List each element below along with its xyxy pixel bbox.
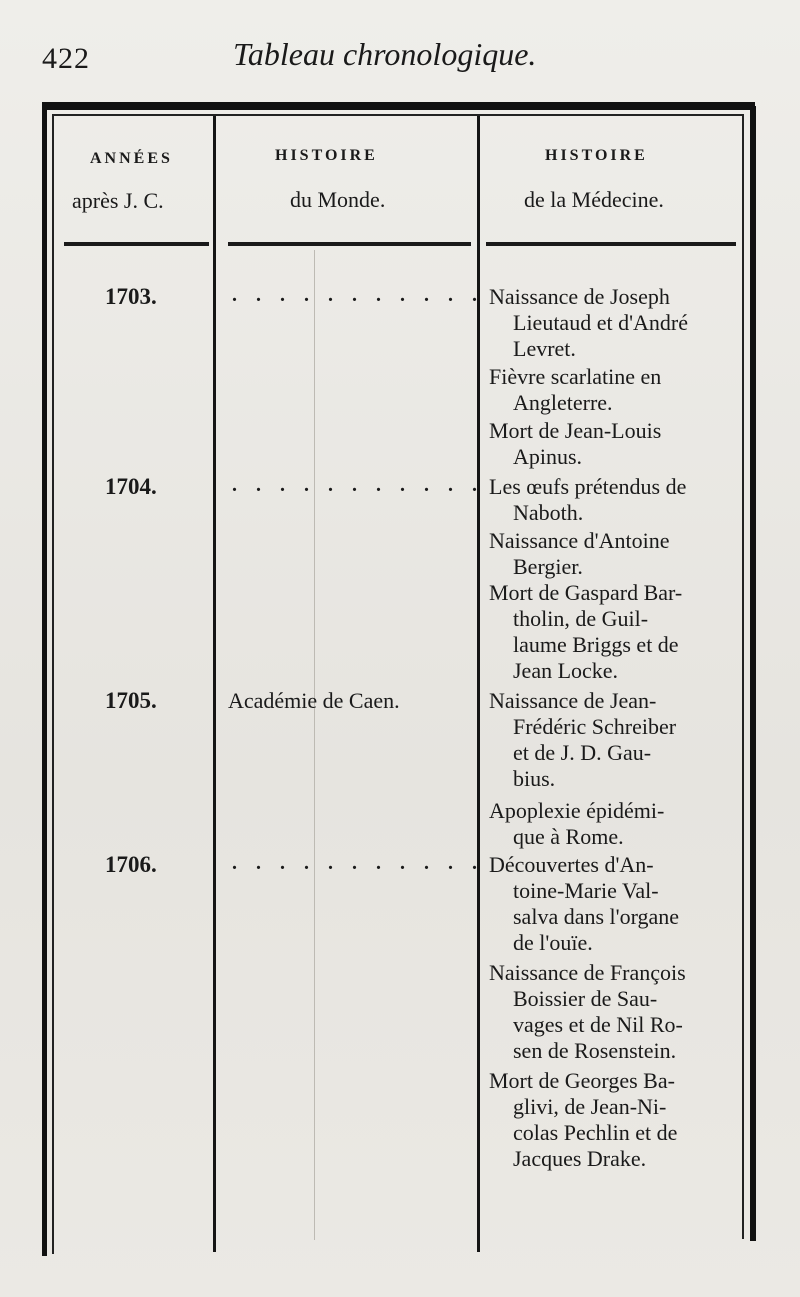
header-apres-jc: après J. C. (72, 188, 164, 213)
header-histoire-monde: HISTOIRE (275, 147, 378, 164)
entry-line: que à Rome. (513, 824, 624, 849)
entry-line: sen de Rosenstein. (513, 1038, 677, 1063)
entry-line: Naissance de Jean- (489, 688, 657, 713)
header-rule-medecine (486, 242, 736, 246)
entry-line: Mort de Gaspard Bar- (489, 580, 683, 605)
table-frame-left (42, 106, 47, 1256)
running-title: Tableau chronologique. (233, 36, 537, 72)
year-1704: 1704. (105, 474, 157, 499)
entry-line: Apoplexie épidémi- (489, 798, 665, 823)
entry-line: toine-Marie Val- (513, 878, 659, 903)
entry-line: Naboth. (513, 500, 584, 525)
entry-line: Angleterre. (513, 390, 613, 415)
table-frame-right (750, 106, 756, 1241)
leader-dots: . . . . . . . . . . . (232, 852, 484, 874)
entry-line: et de J. D. Gau- (513, 740, 652, 765)
entry-line: Jean Locke. (513, 658, 619, 683)
entry-1703-fievre (489, 364, 739, 416)
entry-1704-mort (489, 580, 739, 684)
entry-1703-mort (489, 418, 739, 470)
year-1703: 1703. (105, 284, 157, 309)
monde-academie-de-caen: Académie de Caen. (228, 688, 400, 713)
entry-line: Fièvre scarlatine en (489, 364, 662, 389)
header-de-la-medecine: de la Médecine. (524, 187, 664, 212)
entry-1704-oeufs (489, 474, 739, 526)
table-frame-left-inner (52, 114, 54, 1254)
header-histoire-medecine: HISTOIRE (545, 147, 648, 164)
page-number: 422 (42, 42, 90, 75)
entry-line: glivi, de Jean-Ni- (513, 1094, 667, 1119)
entry-line: Naissance de François (489, 960, 686, 985)
leader-dots: . . . . . . . . . . . (232, 284, 484, 306)
table-frame-top (42, 102, 755, 110)
entry-line: Apinus. (513, 444, 583, 469)
entry-line: Naissance de Joseph (489, 284, 670, 309)
entry-line: Jacques Drake. (513, 1146, 647, 1171)
entry-1705-naissance (489, 688, 739, 792)
column-rule-years (213, 116, 216, 1252)
entry-line: de l'ouïe. (513, 930, 593, 955)
entry-line: Levret. (513, 336, 576, 361)
year-1705: 1705. (105, 688, 157, 713)
entry-line: Mort de Jean-Louis (489, 418, 662, 443)
entry-1703-naissance (489, 284, 739, 362)
header-annees: ANNÉES (90, 150, 173, 167)
entry-line: Boissier de Sau- (513, 986, 658, 1011)
header-rule-monde (228, 242, 471, 246)
entry-line: Lieutaud et d'André (513, 310, 689, 335)
table-frame-right-inner (742, 114, 744, 1239)
entry-line: laume Briggs et de (513, 632, 679, 657)
entry-line: Les œufs prétendus de (489, 474, 687, 499)
header-rule-years (64, 242, 209, 246)
entry-line: Naissance d'Antoine (489, 528, 670, 553)
entry-line: bius. (513, 766, 556, 791)
entry-line: salva dans l'organe (513, 904, 680, 929)
leader-dots: . . . . . . . . . . . (232, 474, 484, 496)
year-1706: 1706. (105, 852, 157, 877)
table-frame-top-inner (52, 114, 742, 116)
entry-line: Mort de Georges Ba- (489, 1068, 675, 1093)
entry-line: Frédéric Schreiber (513, 714, 677, 739)
entry-line: Découvertes d'An- (489, 852, 654, 877)
entry-1706-decouvertes (489, 852, 739, 956)
entry-1705-apoplexie (489, 798, 739, 850)
entry-1704-naissance (489, 528, 739, 580)
entry-line: Bergier. (513, 554, 583, 579)
entry-line: vages et de Nil Ro- (513, 1012, 683, 1037)
entry-line: tholin, de Guil- (513, 606, 649, 631)
entry-1706-mort (489, 1068, 739, 1172)
header-du-monde: du Monde. (290, 187, 386, 212)
bleed-through-rule (314, 250, 315, 1240)
entry-1706-naissance (489, 960, 739, 1064)
entry-line: colas Pechlin et de (513, 1120, 678, 1145)
